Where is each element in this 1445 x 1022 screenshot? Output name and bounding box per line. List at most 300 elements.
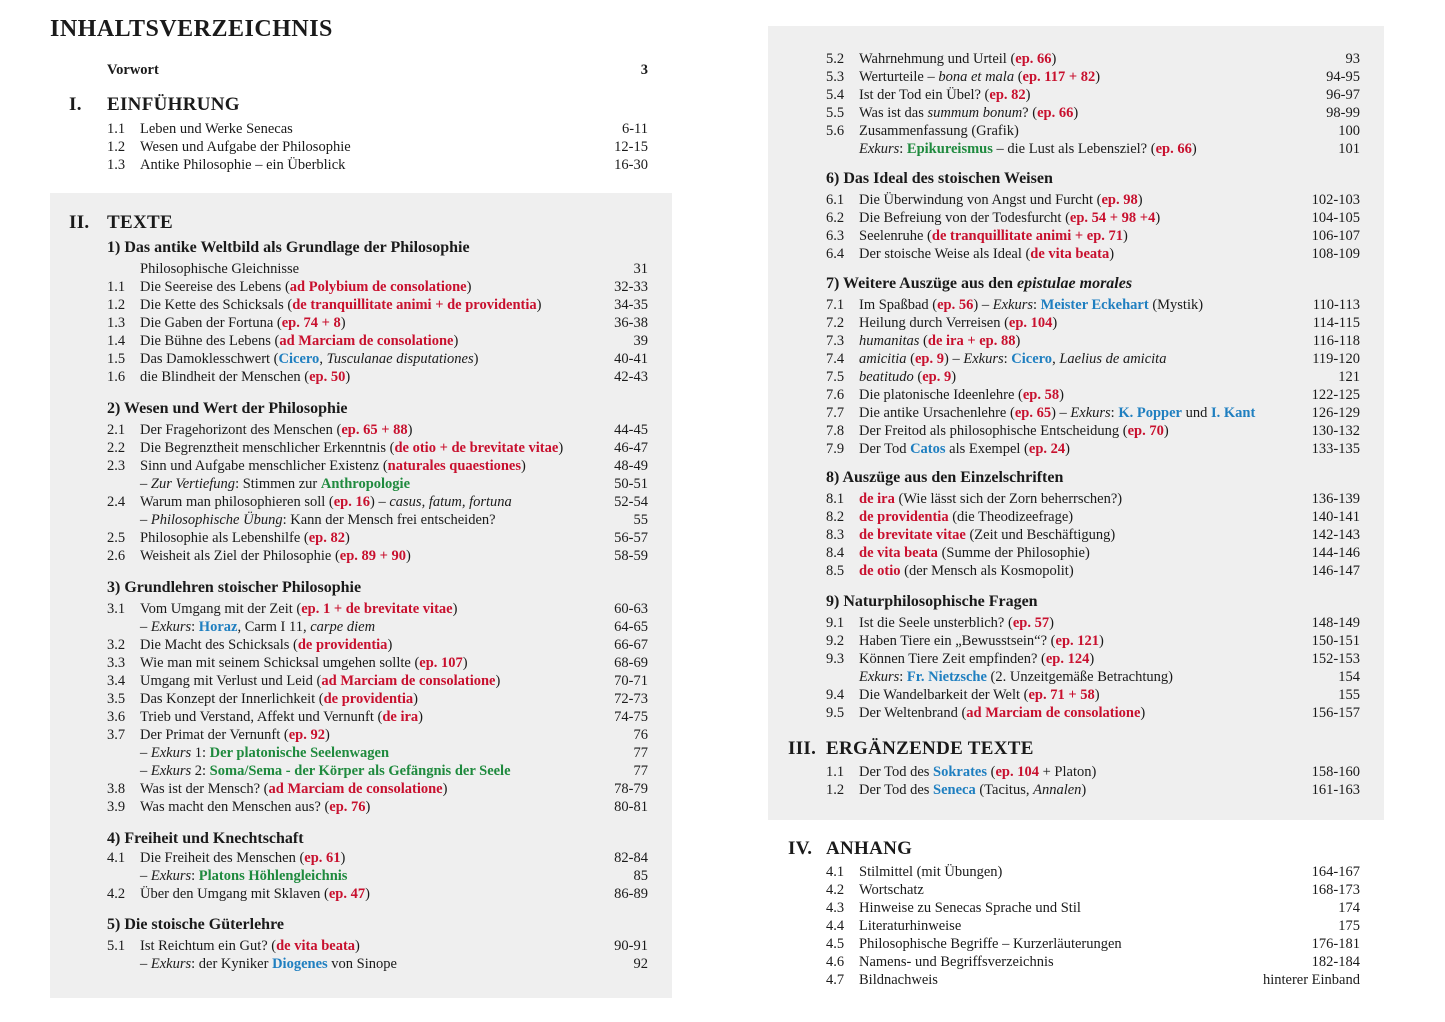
toc-entry[interactable]	[826, 490, 1360, 508]
title-text: – die Lust als Lebensziel? (	[992, 141, 1156, 157]
entry-number: 9.5	[826, 705, 845, 721]
toc-entry[interactable]	[826, 191, 1360, 209]
toc-entry[interactable]	[107, 529, 648, 547]
section-title: ERGÄNZENDE TEXTE	[826, 738, 1034, 759]
entry-number: 8.3	[826, 527, 845, 543]
title-text: Vom Umgang mit der Zeit (	[140, 601, 302, 617]
toc-entry[interactable]	[826, 650, 1360, 668]
toc-entry[interactable]	[826, 917, 1360, 935]
entry-title	[140, 421, 412, 439]
entry-title	[140, 654, 468, 672]
entry-page: 90-91	[614, 938, 648, 954]
entry-page: 31	[633, 261, 648, 277]
entry-title	[859, 350, 1166, 368]
work-reference: ep. 124	[1045, 651, 1090, 667]
title-text: )	[355, 938, 360, 954]
title-text: ) –	[973, 297, 993, 313]
entry-page: 55	[633, 512, 648, 528]
toc-entry[interactable]	[826, 881, 1360, 899]
entry-number: 2.5	[107, 530, 126, 546]
title-text: Der Weltenbrand (	[859, 705, 967, 721]
entry-page: 133-135	[1311, 441, 1360, 457]
title-text: Seelenruhe (	[859, 228, 932, 244]
toc-entry[interactable]	[826, 296, 1360, 314]
entry-number: 3.4	[107, 673, 126, 689]
title-text: Zusammenfassung (Grafik)	[859, 123, 1019, 139]
work-reference: de otio + de brevitate vitae	[394, 440, 559, 456]
entry-page: 93	[1345, 51, 1360, 67]
toc-entry[interactable]	[107, 120, 648, 138]
entry-title	[859, 314, 1057, 332]
entry-page: 182-184	[1311, 954, 1360, 970]
toc-entry[interactable]	[107, 475, 648, 493]
entry-title	[140, 493, 512, 511]
toc-entry[interactable]	[826, 562, 1360, 580]
title-text: , Carm I 11,	[237, 619, 311, 635]
subsection-title-italic: epistulae morales	[1016, 275, 1133, 292]
toc-entry[interactable]	[107, 314, 648, 332]
entry-page: 100	[1338, 123, 1360, 139]
title-text: Im Spaßbad (	[859, 297, 938, 313]
entry-page: 16-30	[614, 157, 648, 173]
work-reference: naturales quaestiones	[387, 458, 521, 474]
toc-entry[interactable]	[107, 654, 648, 672]
toc-entry[interactable]	[826, 386, 1360, 404]
toc-entry[interactable]	[826, 227, 1360, 245]
entry-title	[859, 781, 1086, 799]
entry-number: 7.5	[826, 369, 845, 385]
toc-entry[interactable]	[107, 421, 648, 439]
entry-page: 46-47	[614, 440, 648, 456]
entry-number: 1.1	[826, 764, 845, 780]
title-text: als Exempel (	[945, 441, 1029, 457]
title-text: Der Primat der Vernunft (	[140, 727, 289, 743]
title-text: (2. Unzeitgemäße Betrachtung)	[986, 669, 1173, 685]
toc-entry[interactable]	[826, 368, 1360, 386]
entry-number: 9.4	[826, 687, 845, 703]
entry-number: 1.1	[107, 121, 126, 137]
entry-title	[859, 296, 1203, 314]
toc-entry[interactable]	[107, 296, 648, 314]
entry-number: 4.3	[826, 900, 845, 916]
toc-entry[interactable]	[826, 314, 1360, 332]
entry-page: 72-73	[614, 691, 648, 707]
title-text: (die Theodizeefrage)	[948, 509, 1074, 525]
title-text: Das Damoklesschwert (	[140, 351, 279, 367]
toc-entry[interactable]	[826, 632, 1360, 650]
title-text: Der Fragehorizont des Menschen (	[140, 422, 342, 438]
entry-number: 7.7	[826, 405, 845, 421]
toc-entry[interactable]	[107, 849, 648, 867]
entry-title	[859, 863, 1002, 881]
entry-page: 152-153	[1311, 651, 1360, 667]
entry-title	[140, 350, 478, 368]
entry-page: 116-118	[1312, 333, 1360, 349]
title-text: Stilmittel (mit Übungen)	[859, 864, 1003, 880]
toc-entry[interactable]	[107, 439, 648, 457]
toc-entry[interactable]	[107, 937, 648, 955]
title-text: (	[906, 351, 915, 367]
title-text: Philosophische Gleichnisse	[140, 261, 300, 277]
title-text: )	[1059, 387, 1064, 403]
toc-entry[interactable]	[826, 899, 1360, 917]
toc-entry[interactable]	[826, 404, 1360, 422]
toc-entry[interactable]	[107, 260, 648, 278]
title-text: und	[1181, 405, 1211, 421]
title-text: (	[1014, 69, 1023, 85]
title-text: :	[1003, 351, 1012, 367]
entry-number: 5.1	[107, 938, 126, 954]
toc-entry-vorwort[interactable]	[107, 61, 648, 79]
entry-number: 4.5	[826, 936, 845, 952]
entry-title	[140, 600, 457, 618]
entry-title	[859, 227, 1128, 245]
title-text: –	[140, 868, 151, 884]
entry-title	[859, 404, 1255, 422]
title-text: Wie man mit seinem Schicksal umgehen sollte (	[140, 655, 420, 671]
italic-text: Laelius de amicita	[1059, 351, 1167, 367]
subsection-heading: 8) Auszüge aus den Einzelschriften	[826, 469, 1064, 486]
entry-number: 6.2	[826, 210, 845, 226]
toc-entry[interactable]	[826, 763, 1360, 781]
entry-number: 5.6	[826, 123, 845, 139]
toc-entry[interactable]	[107, 511, 648, 529]
italic-text: Exkurs	[150, 745, 192, 761]
person-reference: Sokrates	[933, 764, 988, 780]
toc-entry[interactable]	[107, 726, 648, 744]
toc-entry[interactable]	[107, 618, 648, 636]
entry-page: 92	[633, 956, 648, 972]
entry-page: 76	[633, 727, 648, 743]
entry-title	[859, 86, 1030, 104]
toc-entry[interactable]	[826, 704, 1360, 722]
toc-entry[interactable]	[826, 544, 1360, 562]
toc-entry[interactable]	[826, 781, 1360, 799]
title-text: Haben Tiere ein „Bewusstsein“? (	[859, 633, 1056, 649]
toc-entry[interactable]	[107, 780, 648, 798]
entry-title	[140, 726, 330, 744]
entry-title	[140, 296, 542, 314]
entry-number: 4.7	[826, 972, 845, 988]
title-text: Literaturhinweise	[859, 918, 962, 934]
toc-entry[interactable]	[826, 508, 1360, 526]
entry-title	[859, 440, 1070, 458]
title-text: –	[140, 745, 151, 761]
topic-reference: Soma/Sema - der Körper als Gefängnis der Seele	[209, 763, 511, 779]
title-text: )	[1191, 141, 1197, 157]
title-text: Die Befreiung von der Todesfurcht (	[859, 210, 1070, 226]
toc-entry[interactable]	[107, 368, 648, 386]
entry-page: 110-113	[1312, 297, 1360, 313]
work-reference: de vita beata	[859, 545, 938, 561]
work-reference: ep. 121	[1055, 633, 1100, 649]
person-reference: Seneca	[933, 782, 976, 798]
page-title: INHALTSVERZEICHNIS	[50, 16, 333, 42]
title-text: von Sinope	[327, 956, 397, 972]
entry-title	[859, 899, 1081, 917]
title-text: Die Begrenztheit menschlicher Erkenntnis (	[140, 440, 395, 456]
toc-entry[interactable]	[826, 614, 1360, 632]
work-reference: de otio	[859, 563, 901, 579]
work-reference: de vita beata	[276, 938, 356, 954]
entry-number: 7.8	[826, 423, 845, 439]
title-text: Die Wandelbarkeit der Welt (	[859, 687, 1029, 703]
entry-number: 1.1	[107, 279, 126, 295]
work-reference: ep. 61	[304, 850, 341, 866]
entry-title	[140, 511, 496, 529]
title-text: )	[365, 886, 370, 902]
title-text: )	[521, 458, 526, 474]
toc-entry[interactable]	[107, 278, 648, 296]
entry-number: 9.1	[826, 615, 845, 631]
entry-title	[140, 547, 411, 565]
title-text: )	[365, 799, 371, 815]
title-text: :	[899, 141, 907, 157]
entry-page: 130-132	[1311, 423, 1360, 439]
title-text: Die Seereise des Lebens (	[140, 279, 290, 295]
work-reference: de vita beata	[1030, 246, 1110, 262]
entry-number: 4.2	[826, 882, 845, 898]
entry-title	[859, 104, 1078, 122]
work-reference: ep. 24	[1028, 441, 1066, 457]
entry-title	[140, 762, 511, 780]
entry-page: 60-63	[614, 601, 648, 617]
toc-entry[interactable]	[107, 547, 648, 565]
entry-title	[859, 935, 1122, 953]
title-text: )	[473, 351, 479, 367]
title-text: (	[913, 369, 923, 385]
toc-entry[interactable]	[826, 245, 1360, 263]
work-reference: ep. 104	[995, 764, 1039, 780]
entry-page: 39	[633, 333, 648, 349]
work-reference: ep. 9	[915, 351, 944, 367]
title-text: )	[1089, 651, 1095, 667]
title-text: )	[413, 691, 419, 707]
toc-entry[interactable]	[826, 122, 1360, 140]
subsection-heading: 4) Freiheit und Knechtschaft	[107, 830, 304, 847]
toc-entry[interactable]	[107, 798, 648, 816]
title-text: (der Mensch als Kosmopolit)	[900, 563, 1074, 579]
entry-title	[859, 422, 1169, 440]
title-text: :	[1032, 297, 1041, 313]
work-reference: ad Marciam de consolatione	[279, 333, 454, 349]
entry-page: 98-99	[1326, 105, 1360, 121]
entry-page: 106-107	[1311, 228, 1360, 244]
entry-title	[859, 881, 924, 899]
entry-page: 144-146	[1311, 545, 1360, 561]
work-reference: de providentia	[859, 509, 949, 525]
entry-title	[859, 50, 1056, 68]
italic-text: beatitudo	[859, 369, 914, 385]
entry-number: 3.6	[107, 709, 126, 725]
entry-page: 158-160	[1311, 764, 1360, 780]
toc-entry[interactable]	[107, 350, 648, 368]
entry-page: 6-11	[621, 121, 648, 137]
toc-entry[interactable]	[107, 600, 648, 618]
title-text: : Kann der Mensch frei entscheiden?	[282, 512, 496, 528]
work-reference: ep. 65 + 88	[341, 422, 408, 438]
entry-page: 161-163	[1311, 782, 1360, 798]
toc-entry[interactable]	[826, 350, 1360, 368]
title-text: Die platonische Ideenlehre (	[859, 387, 1023, 403]
toc-entry[interactable]	[107, 636, 648, 654]
title-text: )	[1094, 687, 1100, 703]
entry-title	[140, 744, 389, 762]
entry-title	[140, 849, 345, 867]
entry-page: 82-84	[614, 850, 648, 866]
entry-number: 8.2	[826, 509, 845, 525]
toc-entry[interactable]	[826, 422, 1360, 440]
title-text: )	[1099, 633, 1104, 649]
italic-text: Exkurs	[150, 956, 192, 972]
title-text: 1:	[191, 745, 210, 761]
subsection-heading: 9) Naturphilosophische Fragen	[826, 593, 1038, 610]
toc-entry[interactable]	[826, 332, 1360, 350]
toc-entry[interactable]	[107, 457, 648, 475]
toc-entry[interactable]	[107, 708, 648, 726]
entry-page: 94-95	[1326, 69, 1360, 85]
toc-entry[interactable]	[107, 156, 648, 174]
work-reference: de tranquillitate animi + ep. 71	[931, 228, 1124, 244]
entry-number: 7.6	[826, 387, 845, 403]
toc-entry[interactable]	[826, 686, 1360, 704]
entry-title	[140, 672, 500, 690]
title-text: Können Tiere Zeit empfinden? (	[859, 651, 1046, 667]
entry-title	[140, 332, 458, 350]
subsection-title-part: 7) Weitere Auszüge aus den	[826, 275, 1017, 292]
title-text: )	[452, 601, 458, 617]
entry-title	[140, 798, 370, 816]
entry-title	[140, 278, 471, 296]
entry-number: 9.2	[826, 633, 845, 649]
title-text: ) –	[370, 494, 390, 510]
entry-title	[859, 386, 1064, 404]
title-text: –	[140, 763, 151, 779]
title-text: )	[1095, 69, 1101, 85]
entry-number: 4.1	[826, 864, 845, 880]
toc-entry[interactable]	[107, 867, 648, 885]
work-reference: ep. 92	[288, 727, 325, 743]
toc-entry[interactable]	[107, 672, 648, 690]
toc-entry[interactable]	[826, 935, 1360, 953]
toc-entry[interactable]	[826, 526, 1360, 544]
entry-page: 36-38	[614, 315, 648, 331]
entry-page: 168-173	[1311, 882, 1360, 898]
title-text: )	[1025, 87, 1031, 103]
entry-number: 3.1	[107, 601, 126, 617]
toc-entry[interactable]	[107, 885, 648, 903]
title-text: Die Bühne des Lebens (	[140, 333, 280, 349]
entry-title	[859, 614, 1054, 632]
person-reference: Diogenes	[272, 956, 328, 972]
work-reference: ep. 107	[419, 655, 463, 671]
title-text: Die Freiheit des Menschen (	[140, 850, 305, 866]
title-text: Das Konzept der Innerlichkeit (	[140, 691, 324, 707]
title-text: Ist Reichtum ein Gut? (	[140, 938, 277, 954]
title-text: ,	[1052, 351, 1060, 367]
work-reference: ep. 71 + 58	[1028, 687, 1095, 703]
toc-entry[interactable]	[826, 68, 1360, 86]
entry-page: 40-41	[614, 351, 648, 367]
entry-title	[859, 562, 1074, 580]
person-reference: K. Popper	[1118, 405, 1182, 421]
entry-page: 32-33	[614, 279, 648, 295]
italic-text: Exkurs	[992, 297, 1033, 313]
title-text: :	[191, 868, 199, 884]
title-text: Umgang mit Verlust und Leid (	[140, 673, 322, 689]
entry-title	[859, 544, 1090, 562]
entry-number: 5.5	[826, 105, 845, 121]
title-text: :	[191, 619, 199, 635]
entry-page: 96-97	[1326, 87, 1360, 103]
toc-entry[interactable]	[826, 50, 1360, 68]
toc-entry[interactable]	[826, 86, 1360, 104]
entry-page: 119-120	[1312, 351, 1360, 367]
entry-page: 104-105	[1311, 210, 1360, 226]
title-text: :	[899, 669, 907, 685]
work-reference: ep. 16	[333, 494, 370, 510]
subsection-heading	[826, 275, 1132, 293]
title-text: ) –	[944, 351, 964, 367]
toc-entry[interactable]	[826, 140, 1360, 158]
toc-entry[interactable]	[826, 209, 1360, 227]
title-text: )	[442, 781, 448, 797]
entry-page: 80-81	[614, 799, 648, 815]
italic-text: bona et mala	[938, 69, 1015, 85]
toc-entry[interactable]	[107, 762, 648, 780]
entry-page: 150-151	[1311, 633, 1360, 649]
entry-title	[859, 704, 1145, 722]
entry-number: 2.2	[107, 440, 126, 456]
work-reference: de ira	[382, 709, 419, 725]
toc-entry[interactable]	[826, 440, 1360, 458]
entry-number: 1.5	[107, 351, 126, 367]
work-reference: ep. 82	[308, 530, 345, 546]
toc-entry[interactable]	[107, 493, 648, 511]
toc-entry[interactable]	[107, 744, 648, 762]
work-reference: ep. 66	[1037, 105, 1074, 121]
entry-title	[859, 508, 1073, 526]
entry-number: 1.3	[107, 157, 126, 173]
title-text: Die Gaben der Fortuna (	[140, 315, 282, 331]
work-reference: ep. 104	[1008, 315, 1053, 331]
entry-number: 3.7	[107, 727, 126, 743]
toc-entry[interactable]	[826, 863, 1360, 881]
toc-entry[interactable]	[826, 668, 1360, 686]
entry-number: 4.6	[826, 954, 845, 970]
toc-entry[interactable]	[107, 138, 648, 156]
toc-entry[interactable]	[826, 953, 1360, 971]
italic-text: carpe diem	[310, 619, 376, 635]
entry-number: 3.9	[107, 799, 126, 815]
topic-reference: Epikureismus	[906, 141, 993, 157]
subsection-heading: 1) Das antike Weltbild als Grundlage der Philosophie	[107, 239, 470, 256]
title-text: + Platon)	[1038, 764, 1097, 780]
entry-number: 8.5	[826, 563, 845, 579]
toc-entry[interactable]	[107, 332, 648, 350]
italic-text: summum bonum	[927, 105, 1023, 121]
entry-page: 108-109	[1311, 246, 1360, 262]
entry-page: 101	[1338, 141, 1360, 157]
title-text: )	[1015, 333, 1021, 349]
entry-title	[859, 122, 1019, 140]
toc-entry[interactable]	[826, 104, 1360, 122]
italic-text: Exkurs	[150, 619, 192, 635]
toc-entry[interactable]	[826, 971, 1360, 989]
toc-entry[interactable]	[107, 690, 648, 708]
toc-entry[interactable]	[107, 955, 648, 973]
title-text: (Mystik)	[1148, 297, 1204, 313]
